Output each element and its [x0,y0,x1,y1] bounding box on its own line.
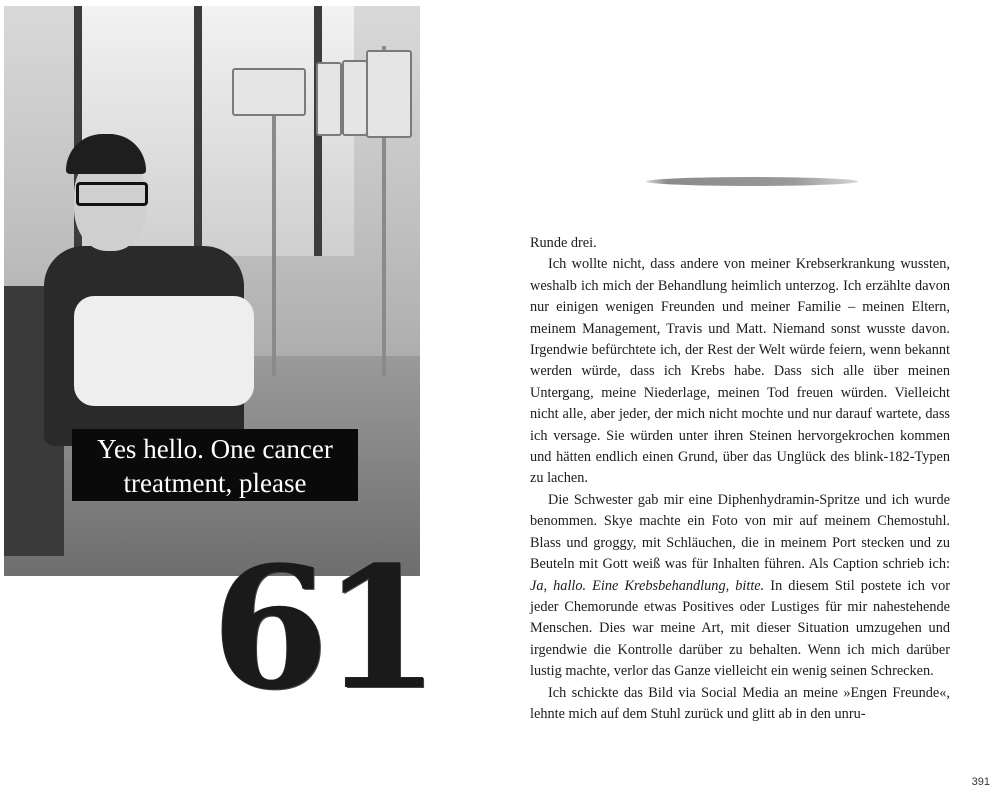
caption-line-2: treatment, please [123,468,307,498]
paragraph-text: In diesem Stil postete ich vor jeder Chemorunde etwas Positives oder Lustiges für mir nahestehende Menschen. Dies war meine Art, mit dieser Situation umzugehen und irgendwie die Kontrolle darüber zu behalten. Wenn ich mich darüber lustig machte, verlor das Ganze vielleicht ein wenig seinen Schrecken. [530,577,950,680]
page-number: 391 [971,776,990,788]
paragraph: Runde drei. [530,235,597,251]
caption-quote: Ja, hallo. Eine Krebsbehandlung, bitte. [530,577,765,594]
paragraph: Ich schickte das Bild via Social Media an meine »Engen Freunde«, lehnte mich auf dem Stuhl zurück und glitt ab in den unru- [530,684,950,722]
infusion-pump [366,50,412,138]
paragraph: Ich wollte nicht, dass andere von meiner Krebserkrankung wussten, weshalb ich mich der Behandlung heimlich unterzog. Ich erzählte davon nur einigen wenigen Freunden und meiner Familie – meinen Eltern, meinem Management, Travis und Matt. Niemand sonst wusste davon. Irgendwie befürchtete ich, der Rest der Welt würde feiern, wenn bekannt werden würde, dass ich Krebs habe. Dass sich alle über meinen Untergang, meine Niederlage, meinen Tod freuen würden. Vielleicht nicht alle, aber jeder, der mich nicht mochte und nur darauf wartete, dass ich versage. Sie würden unter ihren Steinen hervorgekrochen kommen und hätten endlich einen Grund, über das Unglück des blink-182-Typen zu lachen. [530,256,950,487]
photo-caption [72,429,358,501]
caption-line-1: Yes hello. One cancer [97,434,333,464]
iv-pole [272,96,276,376]
glasses [76,182,148,206]
chapter-number: 61 [212,529,434,727]
body-text [530,233,950,725]
infusion-pump [342,60,368,136]
infusion-pump [232,68,306,116]
paragraph-text: Die Schwester gab mir eine Diphenhydramin-Spritze und ich wurde benommen. Skye machte ein Foto von mir auf meinem Chemostuhl. Blass und groggy, mit Schläuchen, die in meinem Port stecken und zu Beuteln mit Gott weiß was für Inhalten führen. Als Caption schrieb ich: [530,491,950,573]
infusion-pump [316,62,342,136]
blanket [74,296,254,406]
photo [4,6,420,576]
brush-stroke-divider [646,177,858,186]
paragraph [530,490,950,683]
